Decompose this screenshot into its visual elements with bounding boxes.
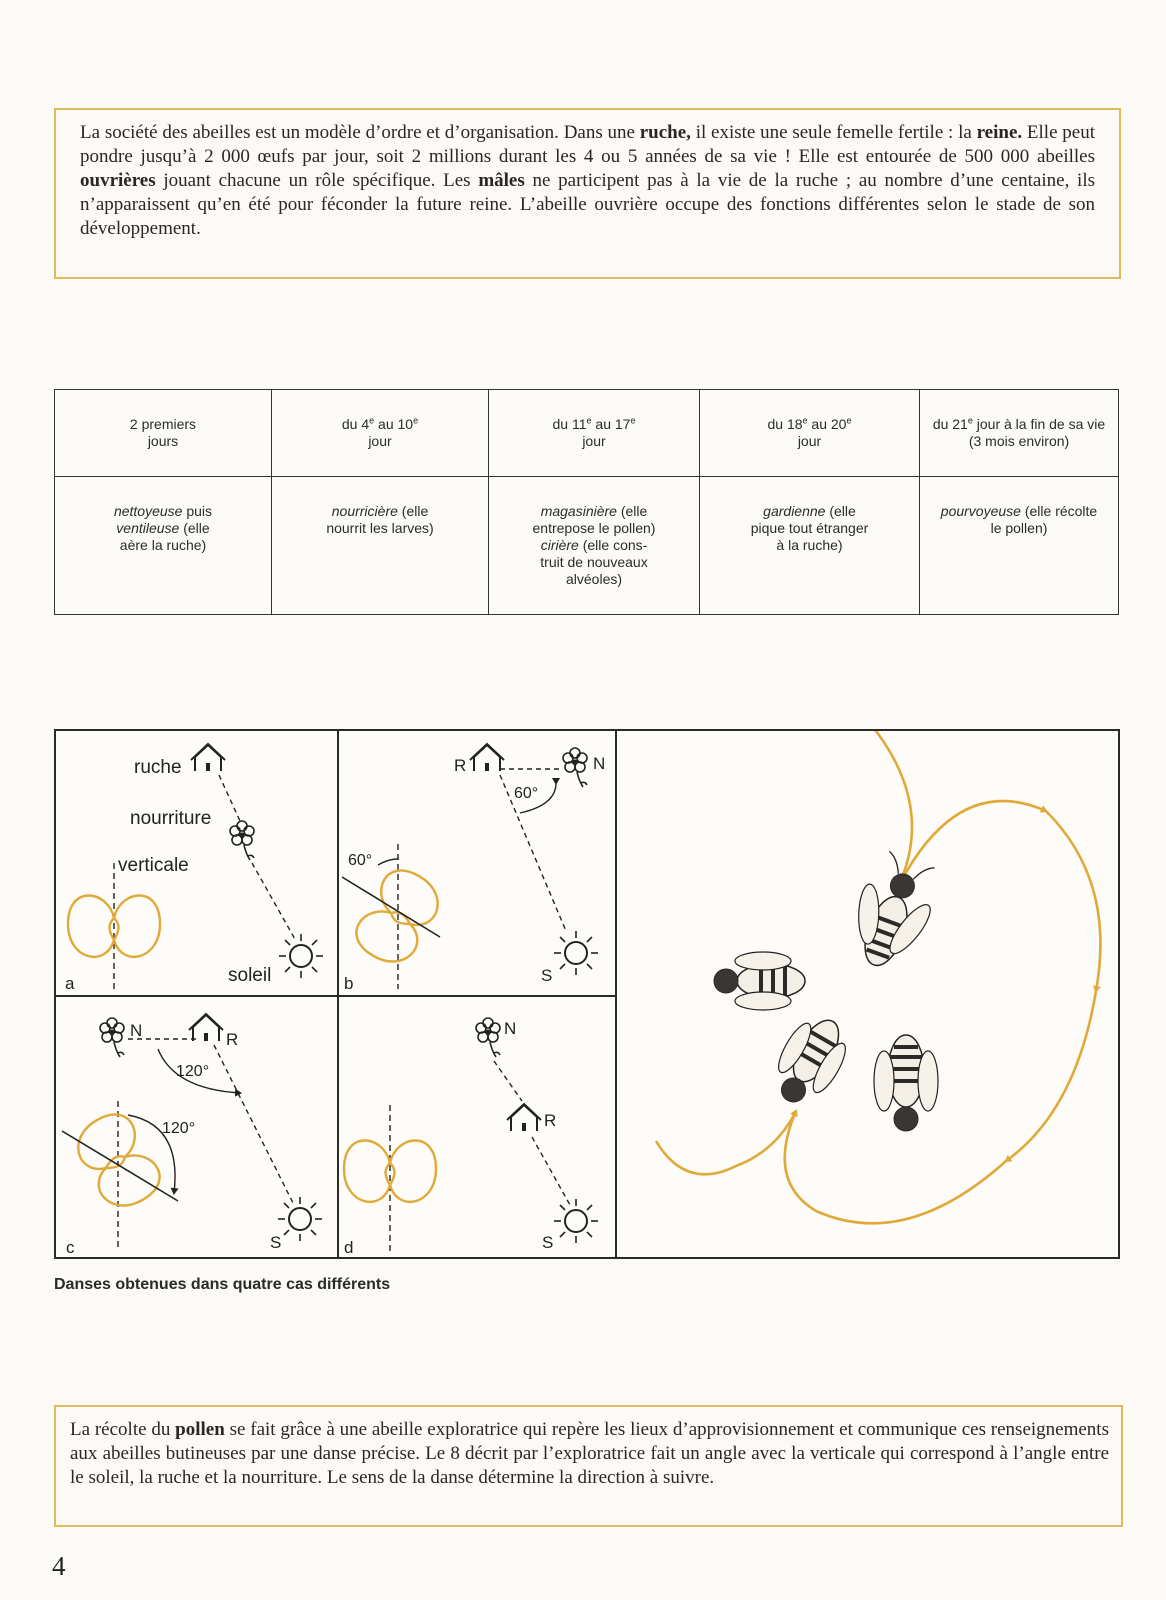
- sun-s-label: S: [541, 966, 553, 985]
- cell-text: au 20: [807, 416, 847, 432]
- sun-s-label: S: [270, 1233, 282, 1252]
- cell-text: gardienne: [763, 503, 826, 519]
- bee-icon: [835, 846, 950, 979]
- hive-r-label: R: [454, 756, 467, 775]
- panel-c: [62, 1014, 322, 1257]
- panel-letter-c: c: [66, 1238, 75, 1257]
- bee-icon: [714, 952, 805, 1010]
- cell-text: truit de nouveaux: [540, 554, 648, 570]
- hive-icon: [189, 1014, 223, 1041]
- cell-text: alvéoles): [565, 571, 623, 587]
- cell-text: e: [630, 415, 636, 426]
- soleil-label: soleil: [228, 965, 272, 986]
- text-run: ne participent pas à la vie de la ruche ; au nombre d’une centaine, ils n’apparaissent qu’en été pour féconder la future reine. L’abeille ouvrière occupe des fonctions différentes selon le stade de son développement.: [80, 170, 1096, 239]
- page-number: 4: [52, 1551, 66, 1581]
- cell-text: jour à la fin de sa vie: [972, 416, 1106, 432]
- cell-text: au 17: [591, 416, 631, 432]
- text-run: reine.: [976, 122, 1023, 143]
- flower-icon: [100, 1018, 124, 1057]
- angle-top-label: 120°: [176, 1063, 210, 1080]
- panel-d: [344, 1018, 598, 1257]
- text-run: La société des abeilles est un modèle d’ordre et d’organisation. Dans une: [80, 122, 640, 143]
- cell-text: jour: [797, 433, 822, 449]
- cell-text: nourricière: [331, 503, 398, 519]
- outro-box: [54, 1405, 1123, 1527]
- ruche-label: ruche: [134, 757, 182, 778]
- outro-paragraph: [70, 1418, 1109, 1490]
- cell-text: (3 mois environ): [968, 433, 1070, 449]
- cell-text: du 11: [552, 416, 587, 432]
- panel-a: [65, 744, 323, 993]
- cell-text: e: [802, 415, 808, 426]
- hive-icon: [470, 744, 504, 771]
- cell-text: pique tout étranger: [750, 520, 869, 536]
- stage-header-row: [55, 390, 1119, 477]
- bees-illustration: [656, 731, 1100, 1223]
- worker-stages-table: [54, 389, 1119, 615]
- cell-text: (elle: [179, 520, 210, 536]
- text-run: ruche,: [639, 122, 691, 143]
- stage-role-cell: [700, 477, 920, 615]
- figure-caption: Danses obtenues dans quatre cas différents: [54, 1276, 391, 1293]
- flower-icon: [563, 748, 587, 787]
- cell-text: e: [846, 415, 852, 426]
- cell-text: e: [967, 415, 973, 426]
- panel-letter-a: a: [65, 974, 75, 993]
- stage-period-cell: [55, 390, 272, 477]
- sun-icon: [554, 931, 598, 975]
- stage-period-cell: [700, 390, 920, 477]
- cell-text: nourrit les larves): [326, 520, 434, 536]
- cell-text: (elle: [616, 503, 648, 519]
- cell-text: le pollen): [990, 520, 1048, 536]
- cell-text: entrepose le pollen): [532, 520, 656, 536]
- angle-dance-label: 60°: [348, 852, 373, 869]
- cell-text: jour: [582, 433, 606, 449]
- nourriture-label: nourriture: [130, 808, 212, 829]
- cell-text: pourvoyeuse: [940, 503, 1021, 519]
- cell-text: magasinière: [540, 503, 617, 519]
- cell-text: e: [413, 415, 419, 426]
- text-run: jouant chacune un rôle spécifique. Les: [155, 170, 479, 191]
- cell-text: (elle récolte: [1020, 503, 1098, 519]
- stage-role-row: [55, 477, 1119, 615]
- cell-text: cirière: [540, 537, 579, 553]
- angle-top-label: 60°: [514, 785, 539, 802]
- cell-text: nettoyeuse: [113, 503, 183, 519]
- cell-text: (elle cons-: [578, 537, 648, 553]
- cell-text: (elle: [825, 503, 856, 519]
- stage-role-cell: [55, 477, 272, 615]
- panel-letter-d: d: [344, 1238, 354, 1257]
- cell-text: du 21: [932, 416, 968, 432]
- text-run: se fait grâce à une abeille exploratrice qui repère les lieux d’approvisionnement et communique ces renseignements aux abeilles butineuses par une danse précise. Le 8 décrit par l’exploratrice fait un angle avec la verticale qui correspond à l’angle entre le soleil, la ruche et la nourriture. Le sens de la danse détermine la direction à suivre.: [70, 1419, 1109, 1488]
- dance-diagrams: [56, 731, 1120, 1259]
- cell-text: e: [586, 415, 592, 426]
- stage-role-cell: [489, 477, 700, 615]
- hive-icon: [507, 1104, 541, 1131]
- stage-period-cell: [489, 390, 700, 477]
- stage-period-cell: [920, 390, 1119, 477]
- hive-r-label: R: [544, 1111, 557, 1130]
- hive-icon: [191, 744, 225, 771]
- text-run: La récolte du: [70, 1419, 176, 1440]
- cell-text: jour: [368, 433, 392, 449]
- panel-b: [342, 744, 605, 993]
- cell-text: ventileuse: [116, 520, 180, 536]
- cell-text: à la ruche): [776, 537, 843, 553]
- cell-text: e: [369, 415, 375, 426]
- text-run: Elle peut pondre jusqu’à 2 000 œufs par jour, soit 2 millions durant les 4 ou 5 années de sa vie ! Elle est entourée de 500 000 abeilles: [80, 122, 1095, 167]
- flower-icon: [230, 821, 254, 860]
- sun-icon: [554, 1199, 598, 1243]
- text-run: pollen: [175, 1419, 225, 1440]
- verticale-label: verticale: [118, 855, 189, 876]
- cell-text: du 4: [341, 416, 370, 432]
- stage-role-cell: [272, 477, 489, 615]
- stage-period-cell: [272, 390, 489, 477]
- sun-icon: [278, 1197, 322, 1241]
- panel-letter-b: b: [344, 974, 354, 993]
- hive-r-label: R: [226, 1030, 239, 1049]
- cell-text: 2 premiers: [129, 416, 197, 432]
- cell-text: (elle: [397, 503, 429, 519]
- stage-role-cell: [920, 477, 1119, 615]
- intro-box: [54, 108, 1121, 279]
- text-run: ouvrières: [80, 170, 156, 191]
- cell-text: aère la ruche): [119, 537, 207, 553]
- text-run: mâles: [478, 170, 525, 191]
- bee-icon: [874, 1035, 938, 1131]
- intro-paragraph: [80, 121, 1095, 241]
- angle-dance-label: 120°: [162, 1120, 196, 1137]
- flower-n-label: N: [593, 754, 606, 773]
- sun-s-label: S: [542, 1233, 554, 1252]
- cell-text: au 10: [374, 416, 414, 432]
- dance-figure: [54, 729, 1120, 1259]
- cell-text: du 18: [767, 416, 803, 432]
- cell-text: jours: [147, 433, 179, 449]
- flower-icon: [476, 1018, 500, 1057]
- flower-n-label: N: [504, 1019, 517, 1038]
- sun-icon: [279, 934, 323, 978]
- text-run: il existe une seule femelle fertile : la: [690, 122, 977, 143]
- cell-text: puis: [182, 503, 213, 519]
- flower-n-label: N: [130, 1021, 143, 1040]
- bee-icon: [762, 1007, 858, 1115]
